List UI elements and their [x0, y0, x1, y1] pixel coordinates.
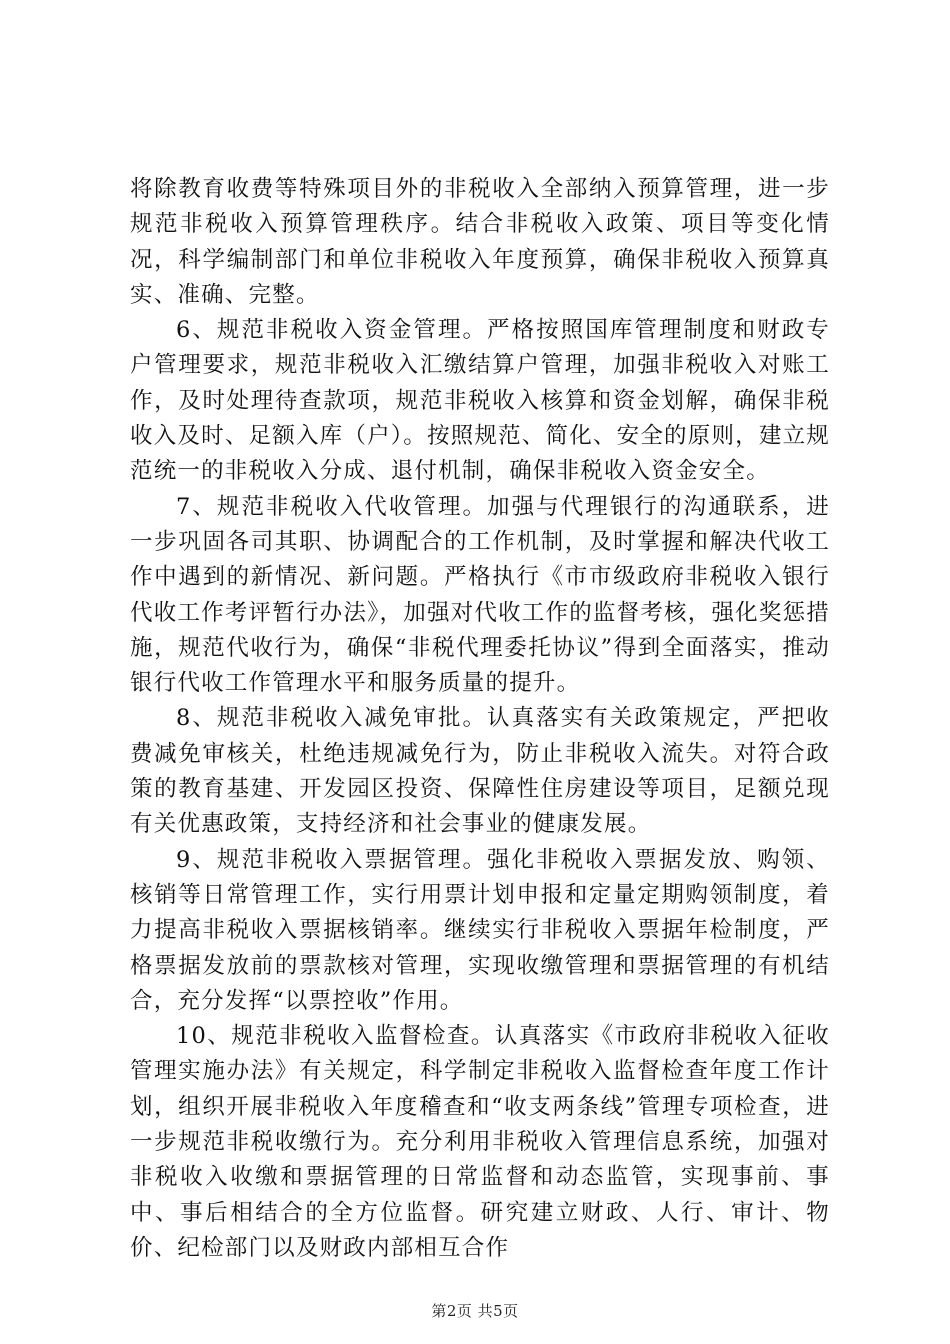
document-body — [130, 172, 830, 1266]
paragraph-item-8-reduction-approval: 8、规范非税收入减免审批。认真落实有关政策规定，严把收费减免审核关，杜绝违规减免行为，防止非税收入流失。对符合政策的教育基建、开发园区投资、保障性住房建设等项目，足额兑现有关优惠政策，支持经济和社会事业的健康发展。 — [130, 705, 830, 838]
page-number-footer: 第2页 共5页 — [431, 1302, 519, 1320]
paragraph-item-7-collection-management: 7、规范非税收入代收管理。加强与代理银行的沟通联系，进一步巩固各司其职、协调配合的工作机制，及时掌握和解决代收工作中遇到的新情况、新问题。严格执行《市市级政府非税收入银行代收工作考评暂行办法》，加强对代收工作的监督考核，强化奖惩措施，规范代收行为，确保“非税代理委托协议”得到全面落实，推动银行代收工作管理水平和服务质量的提升。 — [130, 493, 830, 697]
paragraph-item-9-receipt-management: 9、规范非税收入票据管理。强化非税收入票据发放、购领、核销等日常管理工作，实行用票计划申报和定量定期购领制度，着力提高非税收入票据核销率。继续实行非税收入票据年检制度，严格票据发放前的票款核对管理，实现收缴管理和票据管理的有机结合，充分发挥“以票控收”作用。 — [130, 846, 830, 1014]
paragraph-item-10-supervision: 10、规范非税收入监督检查。认真落实《市政府非税收入征收管理实施办法》有关规定，科学制定非税收入监督检查年度工作计划，组织开展非税收入年度稽查和“收支两条线”管理专项检查，进一步规范非税收缴行为。充分利用非税收入管理信息系统，加强对非税收入收缴和票据管理的日常监督和动态监管，实现事前、事中、事后相结合的全方位监督。研究建立财政、人行、审计、物价、纪检部门以及财政内部相互合作 — [130, 1023, 830, 1261]
paragraph-item-6-fund-management: 6、规范非税收入资金管理。严格按照国库管理制度和财政专户管理要求，规范非税收入汇缴结算户管理，加强非税收入对账工作，及时处理待查款项，规范非税收入核算和资金划解，确保非税收入及时、足额入库（户）。按照规范、简化、安全的原则，建立规范统一的非税收入分成、退付机制，确保非税收入资金安全。 — [130, 317, 830, 485]
paragraph-continuation-budget: 将除教育收费等特殊项目外的非税收入全部纳入预算管理，进一步规范非税收入预算管理秩序。结合非税收入政策、项目等变化情况，科学编制部门和单位非税收入年度预算，确保非税收入预算真实、准确、完整。 — [130, 176, 830, 308]
